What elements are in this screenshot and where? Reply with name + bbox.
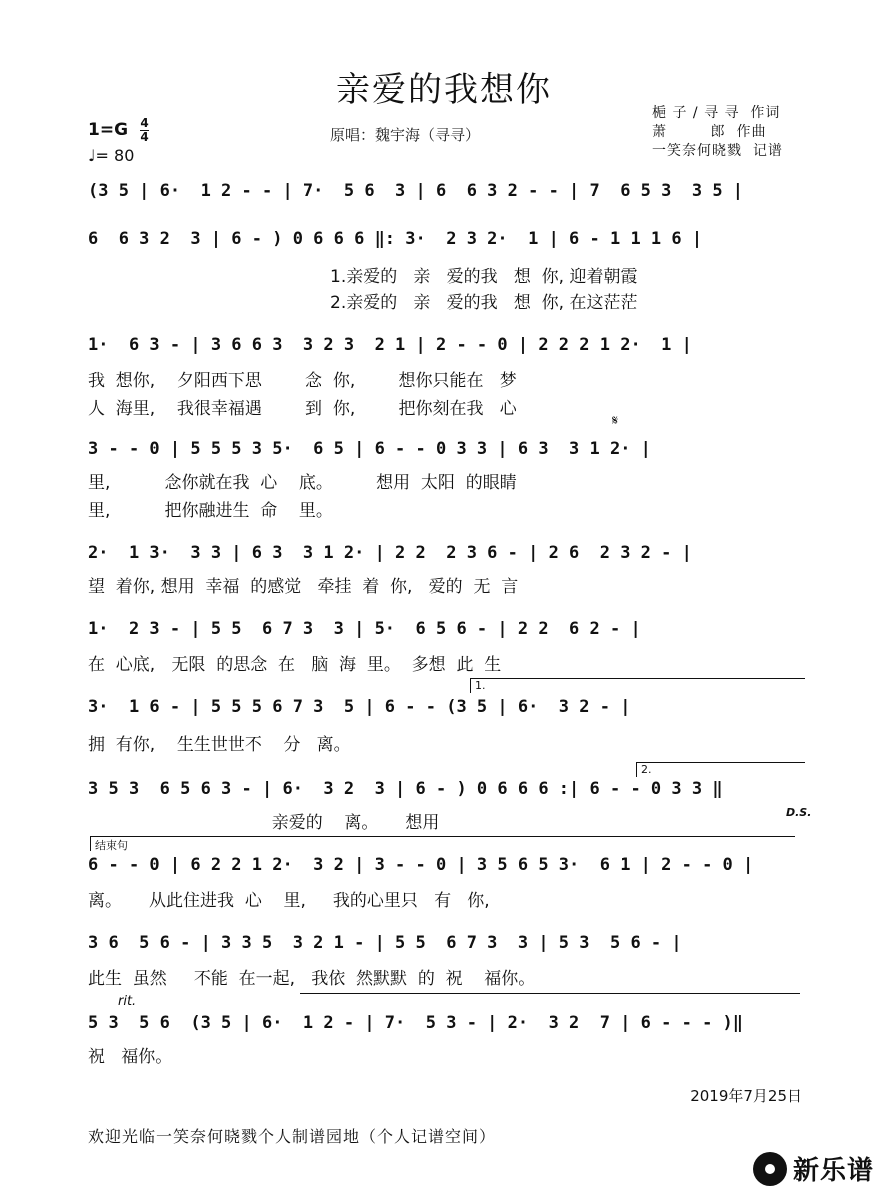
lyric-line: 里, 念你就在我 心 底。 想用 太阳 的眼睛 [88, 473, 517, 493]
ritardando-marking: rit. [118, 994, 137, 1009]
lyric-line: 我 想你, 夕阳西下思 念 你, 想你只能在 梦 [88, 371, 517, 391]
notation-row: 6 6 3 2 3 | 6 - ) 0 6 6 6 ‖: 3· 2 3 2· 1 | 6 - 1 1 1 6 | [88, 229, 703, 249]
site-logo[interactable] [753, 1150, 874, 1187]
lyric-line: 在 心底, 无限 的思念 在 脑 海 里。 多想 此 生 [88, 655, 502, 675]
segno-sign: 𝄋 [612, 413, 619, 429]
music-disc-icon [753, 1152, 787, 1186]
credits [652, 104, 783, 161]
transcription-date: 2019年7月25日 [690, 1087, 802, 1105]
key-signature: 1=G [88, 120, 129, 140]
notation-row: 1· 6 3 - | 3 6 6 3 3 2 3 2 1 | 2 - - 0 | 2 2 2 1 2· 1 | [88, 335, 692, 355]
ending-bracket [300, 993, 800, 994]
notation-row: 3 5 3 6 5 6 3 - | 6· 3 2 3 | 6 - ) 0 6 6 6 :| 6 - - 0 3 3 ‖ [88, 779, 723, 799]
lyric-line: 望 着你, 想用 幸福 的感觉 牵挂 着 你, 爱的 无 言 [88, 577, 519, 597]
lyric-line: 1.亲爱的 亲 爱的我 想 你, 迎着朝霞 [330, 267, 638, 287]
ds-marking: D.S. [786, 806, 812, 819]
notation-row: 2· 1 3· 3 3 | 6 3 3 1 2· | 2 2 2 3 6 - | 2 6 2 3 2 - | [88, 543, 692, 563]
lyric-line: 离。 从此住进我 心 里, 我的心里只 有 你, [88, 891, 490, 911]
ending-section-label: 结束句 [90, 836, 795, 851]
lyric-line: 亲爱的 离。 想用 [88, 813, 440, 833]
lyric-line: 人 海里, 我很幸福遇 到 你, 把你刻在我 心 [88, 399, 517, 419]
time-signature [140, 118, 149, 143]
notation-row: 3 - - 0 | 5 5 5 3 5· 6 5 | 6 - - 0 3 3 | 6 3 3 1 2· | [88, 439, 651, 459]
volta-second-ending: 2. [636, 762, 805, 777]
time-signature-bottom: 4 [140, 130, 149, 144]
notation-row: 3· 1 6 - | 5 5 5 6 7 3 5 | 6 - - (3 5 | 6· 3 2 - | [88, 697, 631, 717]
volta-first-ending: 1. [470, 678, 805, 693]
footer-text: 欢迎光临一笑奈何晓戮个人制谱园地（个人记谱空间） [88, 1127, 497, 1146]
notation-row: 5 3 5 6 (3 5 | 6· 1 2 - | 7· 5 3 - | 2· 3 2 7 | 6 - - - )‖ [88, 1013, 744, 1033]
lyric-line: 拥 有你, 生生世世不 分 离。 [88, 735, 351, 755]
transcriber-credit: 一笑奈何晓戮 记谱 [652, 143, 783, 159]
notation-row: 3 6 5 6 - | 3 3 5 3 2 1 - | 5 5 6 7 3 3 | 5 3 5 6 - | [88, 933, 682, 953]
lyric-line: 祝 福你。 [88, 1047, 173, 1067]
lyric-line: 2.亲爱的 亲 爱的我 想 你, 在这茫茫 [330, 293, 638, 313]
song-title: 亲爱的我想你 [336, 70, 552, 110]
notation-row: (3 5 | 6· 1 2 - - | 7· 5 6 3 | 6 6 3 2 - - | 7 6 5 3 3 5 | [88, 181, 744, 201]
notation-row: 6 - - 0 | 6 2 2 1 2· 3 2 | 3 - - 0 | 3 5 6 5 3· 6 1 | 2 - - 0 | [88, 855, 754, 875]
lyric-line: 此生 虽然 不能 在一起, 我依 然默默 的 祝 福你。 [88, 969, 536, 989]
tempo-marking: ♩= 80 [88, 146, 135, 165]
lyric-line: 里, 把你融进生 命 里。 [88, 501, 333, 521]
composer-credit: 萧 郎 作曲 [652, 124, 767, 140]
logo-text: 新乐谱 [792, 1156, 874, 1186]
lyricist-credit: 梔 子 / 寻 寻 作词 [652, 105, 781, 121]
notation-row: 1· 2 3 - | 5 5 6 7 3 3 | 5· 6 5 6 - | 2 2 6 2 - | [88, 619, 641, 639]
time-signature-top: 4 [140, 116, 149, 130]
original-singer: 原唱：魏宇海（寻寻） [330, 126, 481, 144]
